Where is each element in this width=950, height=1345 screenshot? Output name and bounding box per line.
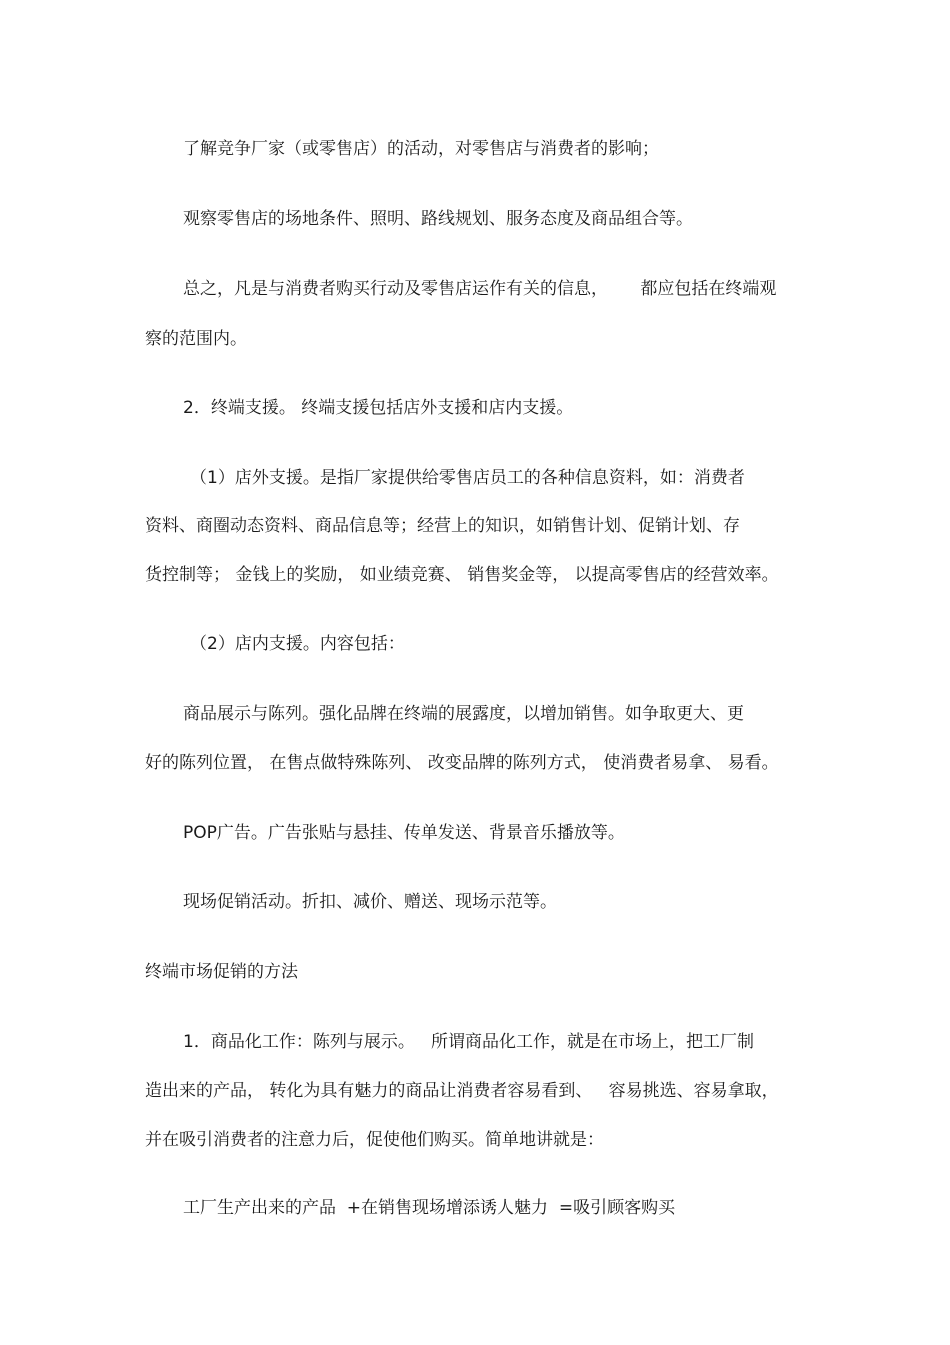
paragraph-merchandising-line1: 1．商品化工作：陈列与展示。 所谓商品化工作，就是在市场上，把工厂制: [183, 1032, 755, 1052]
heading-inside-support: （2）店内支援。内容包括：: [190, 634, 405, 654]
paragraph-competitor-activity: 了解竞争厂家（或零售店）的活动，对零售店与消费者的影响；: [183, 139, 659, 159]
paragraph-display-line2: 好的陈列位置， 在售点做特殊陈列、 改变品牌的陈列方式， 使消费者易拿、 易看。: [145, 753, 779, 773]
formula-line: 工厂生产出来的产品 +在销售现场增添诱人魅力 =吸引顾客购买: [183, 1198, 676, 1218]
paragraph-summary-line2: 察的范围内。: [145, 329, 247, 349]
paragraph-pop-ads: POP广告。广告张贴与悬挂、传单发送、背景音乐播放等。: [183, 823, 625, 843]
paragraph-summary-line1: 总之，凡是与消费者购买行动及零售店运作有关的信息， 都应包括在终端观: [183, 279, 777, 299]
paragraph-outside-support-line3: 货控制等； 金钱上的奖励， 如业绩竞赛、 销售奖金等， 以提高零售店的经营效率。: [145, 565, 779, 585]
paragraph-outside-support-line2: 资料、商圈动态资料、商品信息等；经营上的知识，如销售计划、促销计划、存: [145, 516, 740, 536]
paragraph-onsite-promotion: 现场促销活动。折扣、减价、赠送、现场示范等。: [183, 892, 557, 912]
paragraph-display-line1: 商品展示与陈列。强化品牌在终端的展露度，以增加销售。如争取更大、更: [183, 704, 744, 724]
paragraph-outside-support-line1: （1）店外支援。是指厂家提供给零售店员工的各种信息资料，如：消费者: [190, 468, 745, 488]
section-heading-promotion-methods: 终端市场促销的方法: [145, 962, 298, 982]
paragraph-merchandising-line3: 并在吸引消费者的注意力后，促使他们购买。简单地讲就是：: [145, 1130, 604, 1150]
paragraph-merchandising-line2: 造出来的产品， 转化为具有魅力的商品让消费者容易看到、 容易挑选、容易拿取，: [145, 1081, 779, 1101]
paragraph-store-conditions: 观察零售店的场地条件、照明、路线规划、服务态度及商品组合等。: [183, 209, 693, 229]
heading-terminal-support: 2．终端支援。 终端支援包括店外支援和店内支援。: [183, 398, 574, 418]
